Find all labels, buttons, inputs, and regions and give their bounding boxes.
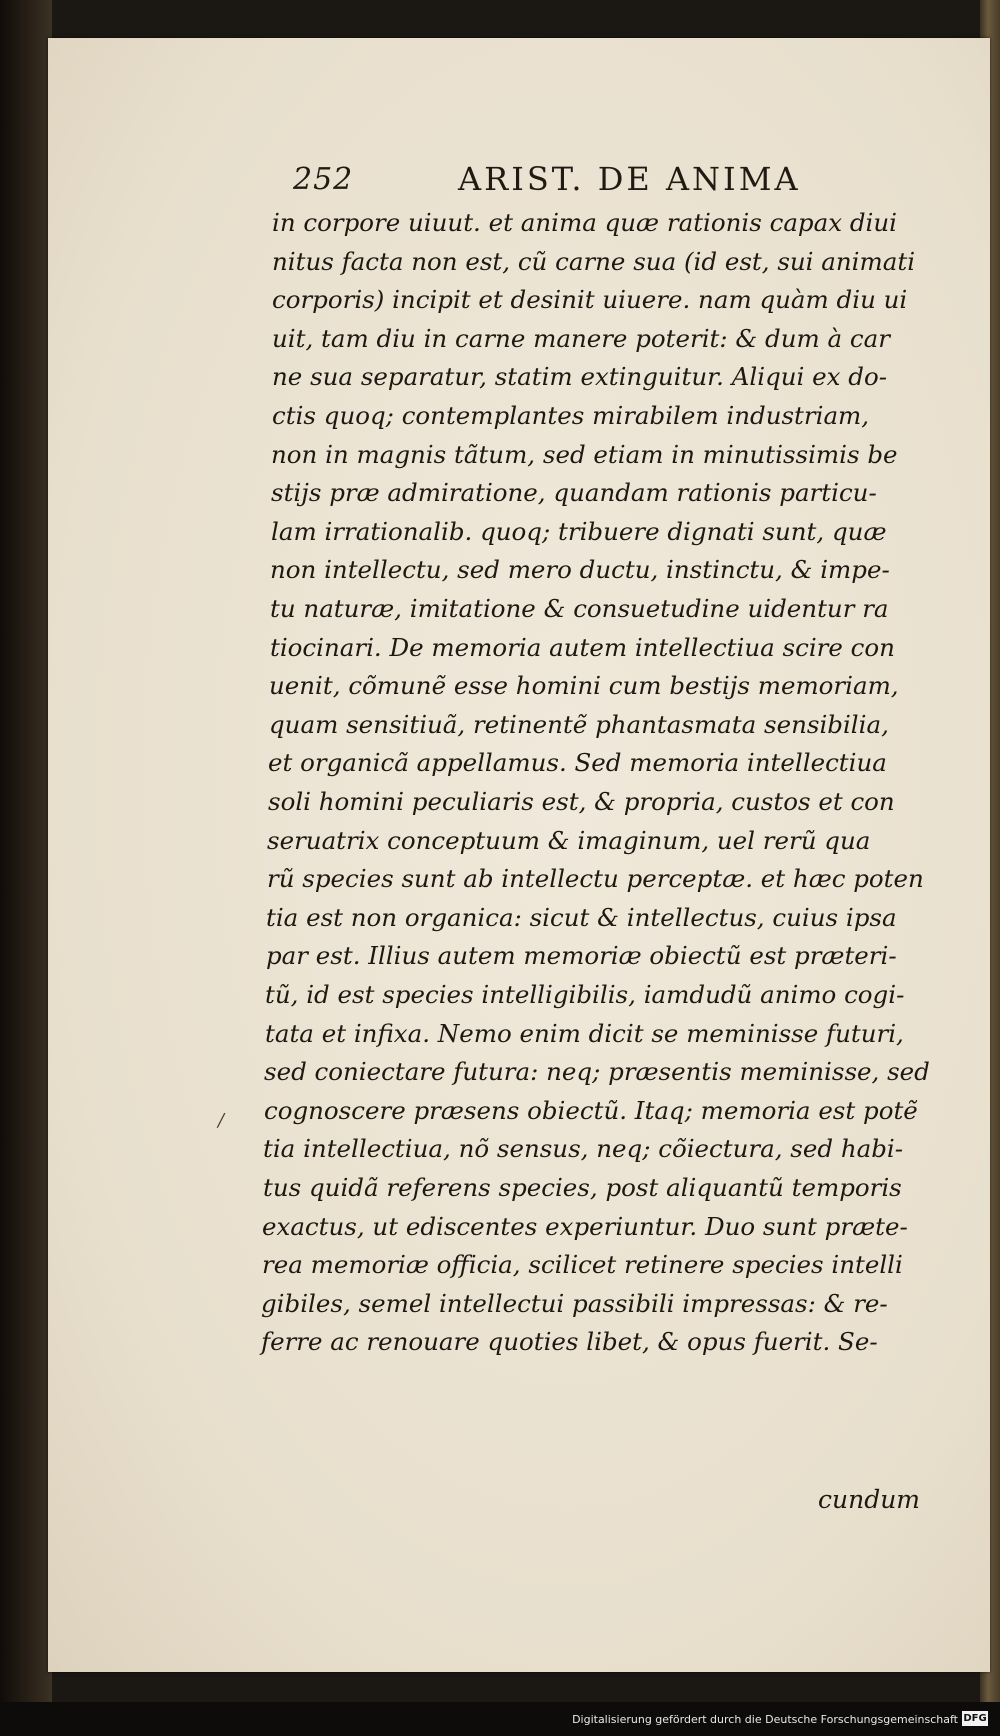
dfg-logo-icon: DFG xyxy=(963,1713,987,1724)
footer-bar xyxy=(0,1702,1000,1736)
text-line: tia est non organica: sicut & intellectus, cuius ipsa xyxy=(266,902,897,932)
text-line: tiocinari. De memoria autem intellectiua scire con xyxy=(270,632,895,662)
book-spine-left xyxy=(0,0,52,1736)
text-line: et organicã appellamus. Sed memoria intellectiua xyxy=(268,748,887,778)
text-line: ferre ac renouare quoties libet, & opus fuerit. Se- xyxy=(261,1327,878,1357)
text-line: stijs præ admiratione, quandam rationis particu- xyxy=(271,478,877,508)
running-title: ARIST. DE ANIMA xyxy=(458,160,801,198)
text-line: seruatrix conceptuum & imaginum, uel rerũ qua xyxy=(267,825,871,855)
text-line: tia intellectiua, nõ sensus, neq; cõiectura, sed habi- xyxy=(263,1134,904,1164)
text-line: uit, tam diu in carne manere poterit: & dum à car xyxy=(272,323,890,353)
digitization-credit: Digitalisierung gefördert durch die Deutsche Forschungsgemeinschaft xyxy=(572,1713,958,1726)
text-line: quam sensitiuã, retinentẽ phantasmata sensibilia, xyxy=(269,709,889,739)
text-line: tata et infixa. Nemo enim dicit se meminisse futuri, xyxy=(265,1018,904,1048)
text-line: exactus, ut ediscentes experiuntur. Duo sunt præte- xyxy=(262,1211,908,1241)
text-line: rea memoriæ officia, scilicet retinere species intelli xyxy=(262,1250,903,1280)
margin-mark: / xyxy=(218,1110,225,1131)
text-line: soli homini peculiaris est, & propria, custos et con xyxy=(268,787,895,816)
text-line: par est. Illius autem memoriæ obiectũ est præteri- xyxy=(266,941,897,971)
text-line: in corpore uiuut. et anima quæ rationis capax diui xyxy=(272,208,897,237)
text-line: cognoscere præsens obiectũ. Itaq; memoria est potẽ xyxy=(264,1095,918,1125)
text-line: ne sua separatur, statim extinguitur. Aliqui ex do- xyxy=(272,362,888,392)
text-line: corporis) incipit et desinit uiuere. nam quàm diu ui xyxy=(272,285,908,315)
text-line: tu naturæ, imitatione & consuetudine uidentur ra xyxy=(270,594,889,623)
text-line: nitus facta non est, cũ carne sua (id est, sui animati xyxy=(272,246,916,276)
text-line: lam irrationalib. quoq; tribuere dignati sunt, quæ xyxy=(271,516,887,546)
text-line: tũ, id est species intelligibilis, iamdudũ animo cogi- xyxy=(265,980,905,1009)
text-line: tus quidã referens species, post aliquantũ temporis xyxy=(263,1173,902,1202)
text-line: rũ species sunt ab intellectu perceptæ. et hæc poten xyxy=(267,864,924,894)
text-line: non intellectu, sed mero ductu, instinctu, & impe- xyxy=(270,555,890,585)
text-line: uenit, cõmunẽ esse homini cum bestijs memoriam, xyxy=(269,671,899,701)
page-number: 252 xyxy=(293,162,354,197)
text-line: sed coniectare futura: neq; præsentis meminisse, sed xyxy=(264,1057,930,1087)
text-line: gibiles, semel intellectui passibili impressas: & re- xyxy=(261,1288,888,1318)
page-header xyxy=(293,160,883,204)
catchword: cundum xyxy=(818,1485,921,1514)
text-line: non in magnis tãtum, sed etiam in minutissimis be xyxy=(271,439,898,469)
text-line: ctis quoq; contemplantes mirabilem industriam, xyxy=(272,401,870,430)
